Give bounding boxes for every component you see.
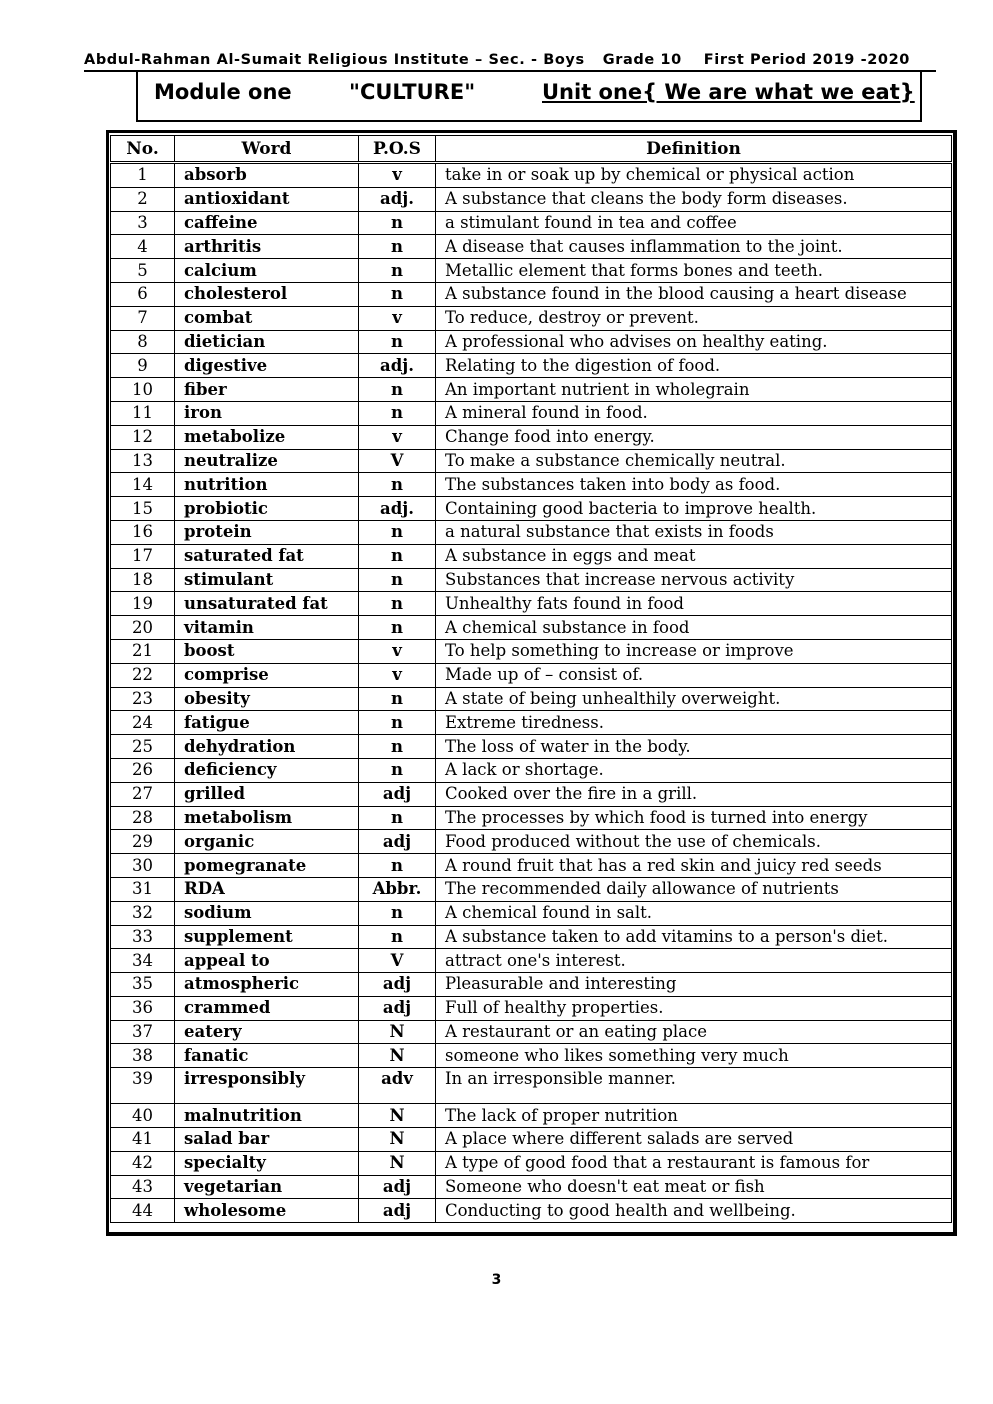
row-definition: To help something to increase or improve [436,639,952,663]
row-part-of-speech: v [359,306,436,330]
table-row [111,830,952,854]
row-number: 15 [111,497,175,521]
table-row [111,687,952,711]
row-definition: A restaurant or an eating place [436,1020,952,1044]
row-definition: Relating to the digestion of food. [436,354,952,378]
document-header [84,50,936,72]
row-definition: The lack of proper nutrition [436,1104,952,1128]
institute-name: Abdul-Rahman Al-Sumait Religious Institute – Sec. - Boys [84,52,585,68]
row-definition: A round fruit that has a red skin and juicy red seeds [436,854,952,878]
row-definition: Conducting to good health and wellbeing. [436,1199,952,1223]
row-definition: The substances taken into body as food. [436,473,952,497]
row-word: RDA [175,877,359,901]
row-number: 6 [111,282,175,306]
row-part-of-speech: n [359,758,436,782]
row-definition: Pleasurable and interesting [436,973,952,997]
row-word: comprise [175,663,359,687]
row-word: boost [175,639,359,663]
page-number: 3 [491,1272,502,1288]
row-part-of-speech: n [359,544,436,568]
row-word: metabolism [175,806,359,830]
row-definition: A disease that causes inflammation to the joint. [436,235,952,259]
row-part-of-speech: N [359,1104,436,1128]
row-definition: The loss of water in the body. [436,735,952,759]
row-part-of-speech: adj [359,830,436,854]
row-number: 16 [111,520,175,544]
row-part-of-speech: Abbr. [359,877,436,901]
row-definition: A chemical found in salt. [436,901,952,925]
row-definition: A substance found in the blood causing a heart disease [436,282,952,306]
row-definition: An important nutrient in wholegrain [436,378,952,402]
module-theme: "CULTURE" [349,80,476,104]
row-part-of-speech: n [359,735,436,759]
row-definition: A chemical substance in food [436,616,952,640]
row-part-of-speech: v [359,639,436,663]
row-word: nutrition [175,473,359,497]
table-header-row [111,136,952,163]
table-row [111,187,952,211]
row-word: caffeine [175,211,359,235]
table-row [111,877,952,901]
row-part-of-speech: n [359,401,436,425]
row-definition: Full of healthy properties. [436,996,952,1020]
table-row [111,378,952,402]
row-definition: a stimulant found in tea and coffee [436,211,952,235]
row-part-of-speech: n [359,259,436,283]
row-definition: Cooked over the fire in a grill. [436,782,952,806]
row-number: 12 [111,425,175,449]
table-row [111,973,952,997]
row-part-of-speech: n [359,282,436,306]
table-row [111,330,952,354]
table-row [111,1151,952,1175]
table-row [111,996,952,1020]
row-definition: Substances that increase nervous activity [436,568,952,592]
row-word: vitamin [175,616,359,640]
table-row [111,854,952,878]
row-word: appeal to [175,949,359,973]
row-word: iron [175,401,359,425]
row-number: 39 [111,1068,175,1104]
grade-label: Grade 10 [602,52,682,68]
row-word: antioxidant [175,187,359,211]
table-row [111,782,952,806]
row-part-of-speech: adj [359,996,436,1020]
row-number: 22 [111,663,175,687]
row-part-of-speech: n [359,235,436,259]
row-definition: The processes by which food is turned into energy [436,806,952,830]
row-part-of-speech: V [359,949,436,973]
row-word: pomegranate [175,854,359,878]
row-word: specialty [175,1151,359,1175]
row-part-of-speech: n [359,568,436,592]
row-definition: Someone who doesn't eat meat or fish [436,1175,952,1199]
column-header-pos: P.O.S [359,136,436,163]
row-number: 25 [111,735,175,759]
row-definition: Change food into energy. [436,425,952,449]
row-number: 26 [111,758,175,782]
table-row [111,211,952,235]
row-number: 23 [111,687,175,711]
row-part-of-speech: v [359,425,436,449]
row-definition: In an irresponsible manner. [436,1068,952,1104]
row-definition: A professional who advises on healthy eating. [436,330,952,354]
row-word: absorb [175,163,359,188]
table-row [111,1175,952,1199]
table-row [111,306,952,330]
table-row [111,1104,952,1128]
vocabulary-table [110,135,952,1223]
table-row [111,1199,952,1223]
table-body [111,163,952,1223]
row-word: arthritis [175,235,359,259]
row-number: 1 [111,163,175,188]
row-word: probiotic [175,497,359,521]
row-number: 44 [111,1199,175,1223]
row-definition: someone who likes something very much [436,1044,952,1068]
row-part-of-speech: v [359,663,436,687]
module-title-box [136,72,922,122]
row-definition: A type of good food that a restaurant is famous for [436,1151,952,1175]
row-word: fiber [175,378,359,402]
row-number: 38 [111,1044,175,1068]
row-word: combat [175,306,359,330]
row-number: 40 [111,1104,175,1128]
row-part-of-speech: N [359,1128,436,1152]
row-number: 29 [111,830,175,854]
row-word: crammed [175,996,359,1020]
row-part-of-speech: N [359,1044,436,1068]
table-row [111,449,952,473]
row-part-of-speech: v [359,163,436,188]
row-word: unsaturated fat [175,592,359,616]
row-word: salad bar [175,1128,359,1152]
row-part-of-speech: adj [359,1199,436,1223]
row-part-of-speech: n [359,520,436,544]
row-number: 4 [111,235,175,259]
row-number: 30 [111,854,175,878]
row-definition: a natural substance that exists in foods [436,520,952,544]
row-word: calcium [175,259,359,283]
row-number: 21 [111,639,175,663]
row-number: 14 [111,473,175,497]
row-definition: attract one's interest. [436,949,952,973]
row-word: sodium [175,901,359,925]
row-word: organic [175,830,359,854]
table-row [111,235,952,259]
row-definition: A substance that cleans the body form diseases. [436,187,952,211]
row-part-of-speech: n [359,378,436,402]
row-number: 42 [111,1151,175,1175]
row-word: deficiency [175,758,359,782]
table-row [111,711,952,735]
table-row [111,568,952,592]
row-part-of-speech: n [359,616,436,640]
row-number: 7 [111,306,175,330]
row-definition: Food produced without the use of chemicals. [436,830,952,854]
row-word: protein [175,520,359,544]
row-part-of-speech: N [359,1020,436,1044]
row-number: 3 [111,211,175,235]
row-definition: A substance in eggs and meat [436,544,952,568]
row-word: dietician [175,330,359,354]
row-number: 37 [111,1020,175,1044]
row-word: vegetarian [175,1175,359,1199]
table-row [111,354,952,378]
row-number: 18 [111,568,175,592]
row-word: obesity [175,687,359,711]
row-number: 43 [111,1175,175,1199]
row-number: 20 [111,616,175,640]
row-part-of-speech: n [359,473,436,497]
table-row [111,401,952,425]
row-word: stimulant [175,568,359,592]
table-row [111,1044,952,1068]
row-number: 13 [111,449,175,473]
column-header-definition: Definition [436,136,952,163]
table-row [111,1128,952,1152]
row-part-of-speech: V [359,449,436,473]
table-row [111,735,952,759]
row-word: malnutrition [175,1104,359,1128]
row-part-of-speech: n [359,854,436,878]
row-word: atmospheric [175,973,359,997]
row-number: 34 [111,949,175,973]
row-number: 41 [111,1128,175,1152]
row-definition: To reduce, destroy or prevent. [436,306,952,330]
row-part-of-speech: adj [359,1175,436,1199]
row-part-of-speech: adv [359,1068,436,1104]
table-row [111,925,952,949]
row-number: 5 [111,259,175,283]
row-definition: A substance taken to add vitamins to a person's diet. [436,925,952,949]
table-row [111,616,952,640]
row-number: 28 [111,806,175,830]
table-row [111,639,952,663]
module-label: Module one [154,80,292,104]
row-part-of-speech: adj [359,973,436,997]
unit-title: Unit one{ We are what we eat} [542,80,915,104]
row-word: neutralize [175,449,359,473]
row-number: 36 [111,996,175,1020]
row-word: supplement [175,925,359,949]
row-word: cholesterol [175,282,359,306]
table-row [111,473,952,497]
row-word: metabolize [175,425,359,449]
row-part-of-speech: n [359,330,436,354]
table-row [111,901,952,925]
period-label: First Period 2019 -2020 [703,52,910,68]
row-number: 10 [111,378,175,402]
row-word: digestive [175,354,359,378]
row-number: 32 [111,901,175,925]
row-word: fatigue [175,711,359,735]
row-definition: Unhealthy fats found in food [436,592,952,616]
row-word: eatery [175,1020,359,1044]
row-definition: Containing good bacteria to improve health. [436,497,952,521]
row-number: 11 [111,401,175,425]
table-row [111,520,952,544]
row-number: 19 [111,592,175,616]
row-number: 33 [111,925,175,949]
row-definition: Extreme tiredness. [436,711,952,735]
table-row [111,758,952,782]
row-word: grilled [175,782,359,806]
table-row [111,663,952,687]
table-row [111,806,952,830]
column-header-no: No. [111,136,175,163]
row-number: 8 [111,330,175,354]
row-part-of-speech: n [359,687,436,711]
row-definition: Made up of – consist of. [436,663,952,687]
row-number: 2 [111,187,175,211]
table-row [111,544,952,568]
table-row [111,425,952,449]
row-part-of-speech: n [359,901,436,925]
row-definition: A mineral found in food. [436,401,952,425]
row-part-of-speech: n [359,211,436,235]
row-part-of-speech: adj. [359,187,436,211]
row-definition: Metallic element that forms bones and teeth. [436,259,952,283]
row-number: 24 [111,711,175,735]
row-number: 9 [111,354,175,378]
row-number: 27 [111,782,175,806]
table-row [111,282,952,306]
column-header-word: Word [175,136,359,163]
row-part-of-speech: n [359,806,436,830]
row-definition: A state of being unhealthily overweight. [436,687,952,711]
row-word: wholesome [175,1199,359,1223]
row-word: dehydration [175,735,359,759]
table-row [111,163,952,188]
row-part-of-speech: adj. [359,354,436,378]
row-part-of-speech: n [359,592,436,616]
table-row [111,949,952,973]
row-definition: The recommended daily allowance of nutrients [436,877,952,901]
row-definition: To make a substance chemically neutral. [436,449,952,473]
row-number: 17 [111,544,175,568]
row-definition: A place where different salads are served [436,1128,952,1152]
table-row [111,259,952,283]
row-word: irresponsibly [175,1068,359,1104]
row-definition: take in or soak up by chemical or physical action [436,163,952,188]
row-definition: A lack or shortage. [436,758,952,782]
row-word: fanatic [175,1044,359,1068]
row-number: 35 [111,973,175,997]
table-row [111,1068,952,1104]
row-number: 31 [111,877,175,901]
row-part-of-speech: n [359,711,436,735]
row-part-of-speech: adj [359,782,436,806]
row-part-of-speech: adj. [359,497,436,521]
row-part-of-speech: N [359,1151,436,1175]
row-word: saturated fat [175,544,359,568]
table-row [111,497,952,521]
row-part-of-speech: n [359,925,436,949]
table-row [111,1020,952,1044]
table-row [111,592,952,616]
